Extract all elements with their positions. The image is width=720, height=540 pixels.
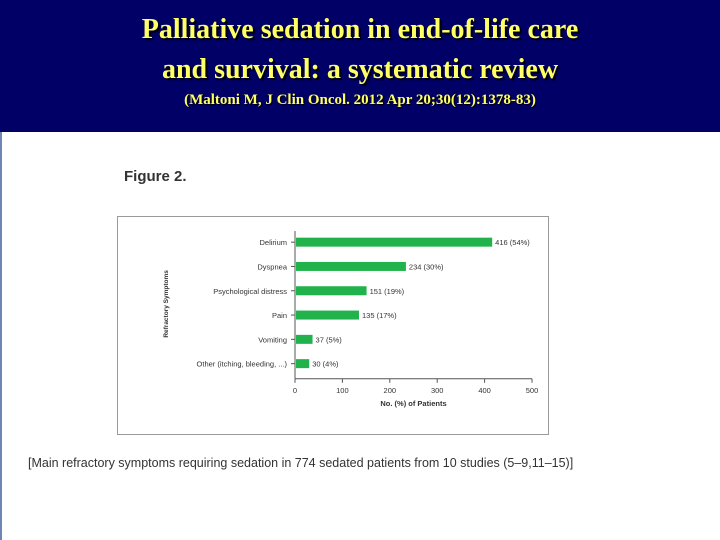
x-tick-label: 300	[430, 385, 444, 395]
x-tick-label: 0	[292, 385, 298, 395]
x-tick-label: 100	[336, 385, 349, 395]
category-label: Pain	[271, 311, 287, 321]
bar	[296, 335, 313, 344]
y-axis-title: Refractory Symptoms	[163, 270, 170, 338]
left-border-line	[0, 132, 2, 540]
bar	[296, 359, 309, 368]
data-label: 151 (19%)	[369, 286, 405, 296]
data-label: 416 (54%)	[495, 238, 530, 248]
bar	[296, 286, 367, 295]
bar	[296, 311, 359, 320]
data-label: 234 (30%)	[408, 262, 444, 272]
chart-frame	[117, 216, 549, 435]
x-tick-label: 400	[478, 385, 491, 395]
category-label: Psychological distress	[213, 286, 287, 296]
x-axis-title: No. (%) of Patients	[380, 398, 447, 408]
category-label: Other (itching, bleeding, ...)	[196, 359, 287, 369]
category-label: Delirium	[259, 238, 287, 248]
category-label: Dyspnea	[257, 262, 287, 272]
slide-title-line-2: and survival: a systematic review	[161, 54, 559, 85]
x-tick-label: 500	[525, 385, 539, 395]
x-tick-label: 200	[383, 385, 397, 395]
bar	[296, 262, 406, 271]
category-label: Vomiting	[258, 335, 287, 345]
slide-title-line-1: Palliative sedation in end-of-life care	[141, 14, 579, 45]
data-label: 135 (17%)	[361, 311, 397, 321]
citation: (Maltoni M, J Clin Oncol. 2012 Apr 20;30(12):1378-83)	[184, 92, 536, 108]
bar	[296, 238, 492, 247]
bar-chart	[118, 217, 548, 434]
figure-caption: [Main refractory symptoms requiring sedation in 774 sedated patients from 10 studies (5–9,11–15)]	[28, 456, 574, 470]
figure-label: Figure 2.	[124, 168, 187, 185]
data-label: 37 (5%)	[315, 335, 342, 345]
data-label: 30 (4%)	[312, 359, 339, 369]
